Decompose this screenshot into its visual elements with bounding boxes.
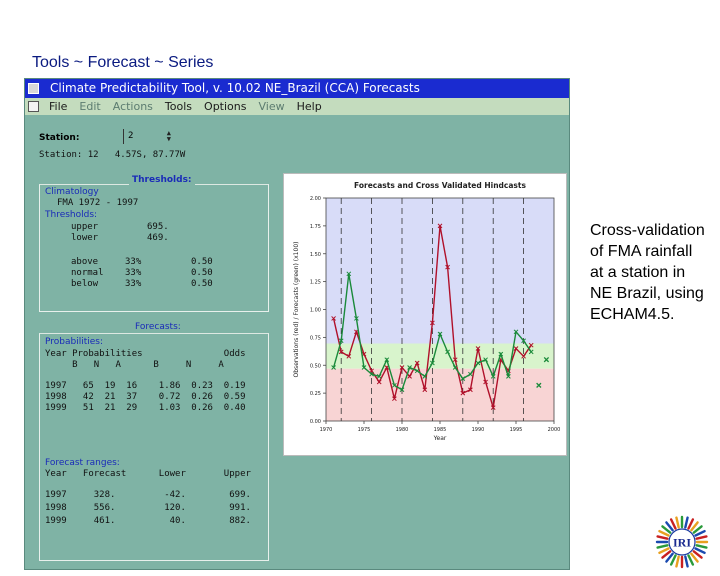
y-tick-label: 0.50: [309, 363, 321, 370]
x-tick-label: 2000: [547, 427, 561, 433]
window-titlebar[interactable]: [25, 79, 569, 98]
thresholds-heading: Thresholds:: [129, 175, 195, 185]
x-axis-label: Year: [433, 435, 447, 442]
threshold-lower-name: lower: [71, 233, 99, 243]
station-spinner-value: 2: [128, 131, 134, 141]
band-below: [326, 369, 554, 421]
logo-ray: [676, 557, 678, 567]
logo-ray: [696, 549, 705, 553]
logo-ray: [659, 549, 668, 553]
logo-ray: [671, 519, 675, 528]
x-tick-label: 1970: [319, 427, 333, 433]
prob-header-2: B N A B N A: [45, 360, 224, 370]
ranges-row-1999: 1999 461. 40. 882.: [45, 516, 251, 526]
y-axis-label: Observations (red) / Forecasts (green) (x100): [293, 241, 300, 378]
x-tick-label: 1990: [471, 427, 485, 433]
x-tick-label: 1995: [509, 427, 523, 433]
prob-header-1: Year Probabilities Odds: [45, 349, 246, 359]
window-title: Climate Predictability Tool, v. 10.02 NE_Brazil (CCA) Forecasts: [50, 81, 420, 95]
logo-ray: [697, 536, 707, 538]
y-tick-label: 2.00: [309, 196, 321, 202]
threshold-upper-name: upper: [71, 222, 99, 232]
menu-help[interactable]: Help: [296, 100, 322, 113]
forecast-ranges-label: Forecast ranges:: [45, 458, 120, 468]
logo-ray: [689, 556, 693, 565]
logo-ray: [696, 531, 705, 535]
menu-options[interactable]: Options: [204, 100, 247, 113]
hindcast-chart: [284, 174, 568, 457]
station-coordinates: Station: 12 4.57S, 87.77W: [39, 150, 186, 160]
clim-prob-below-cat: below: [71, 279, 99, 289]
threshold-upper-value: 695.: [147, 222, 169, 232]
menu-file[interactable]: File: [49, 100, 68, 113]
station-spinner[interactable]: [123, 129, 173, 144]
menu-edit[interactable]: Edit: [79, 100, 101, 113]
logo-ray: [671, 556, 675, 565]
threshold-lower-value: 469.: [147, 233, 169, 243]
y-tick-label: 0.75: [309, 335, 321, 342]
ranges-row-1998: 1998 556. 120. 991.: [45, 503, 251, 513]
x-tick-label: 1980: [395, 427, 409, 433]
prob-row-1999: 1999 51 21 29 1.03 0.26 0.40: [45, 403, 246, 413]
logo-ray: [685, 518, 687, 528]
clim-prob-normal-pct: 33%: [125, 268, 142, 278]
climatology-label: Climatology: [45, 187, 99, 197]
menu-bar: [25, 98, 569, 115]
menu-actions[interactable]: Actions: [112, 100, 153, 113]
logo-ray: [659, 531, 668, 535]
band-above: [326, 198, 554, 344]
menu-system-icon[interactable]: [28, 101, 39, 112]
menu-view[interactable]: View: [258, 100, 285, 113]
prob-row-1997: 1997 65 19 16 1.86 0.23 0.19: [45, 381, 246, 391]
y-tick-label: 1.25: [309, 279, 321, 286]
climatology-value: FMA 1972 - 1997: [57, 198, 139, 208]
y-tick-label: 0.25: [309, 391, 321, 398]
y-tick-label: 1.00: [309, 307, 321, 314]
x-tick-label: 1975: [357, 427, 371, 433]
menu-tools[interactable]: Tools: [164, 100, 193, 113]
logo-ray: [689, 519, 693, 528]
clim-prob-above-pct: 33%: [125, 257, 142, 267]
logo-ray: [697, 545, 707, 547]
prob-row-1998: 1998 42 21 37 0.72 0.26 0.59: [45, 392, 246, 402]
clim-prob-below-pct: 33%: [125, 279, 142, 289]
clim-prob-normal-val: 0.50: [191, 268, 213, 278]
ranges-row-1997: 1997 328. -42. 699.: [45, 490, 251, 500]
thresholds-label: Thresholds:: [45, 210, 98, 220]
logo-ray: [658, 545, 668, 547]
y-tick-label: 1.50: [309, 251, 321, 258]
logo-ray: [685, 557, 687, 567]
spinner-arrows-icon[interactable]: ▲ ▼: [166, 129, 171, 143]
y-tick-label: 0.00: [309, 419, 321, 425]
window-system-menu-icon[interactable]: [28, 83, 39, 94]
logo-ray: [658, 536, 668, 538]
clim-prob-above-val: 0.50: [191, 257, 213, 267]
chart-title: Forecasts and Cross Validated Hindcasts: [354, 181, 526, 190]
hindcast-chart-panel: [283, 173, 567, 456]
ranges-header: Year Forecast Lower Upper: [45, 469, 251, 479]
slide-caption: Cross-validation of FMA rainfall at a station in NE Brazil, using ECHAM4.5.: [590, 222, 705, 323]
x-tick-label: 1985: [433, 427, 447, 433]
logo-text: IRI: [672, 535, 692, 550]
logo-ray: [676, 518, 678, 528]
clim-prob-below-val: 0.50: [191, 279, 213, 289]
iri-logo-icon: [655, 515, 709, 569]
y-tick-label: 1.75: [309, 223, 321, 230]
clim-prob-normal-cat: normal: [71, 268, 104, 278]
clim-prob-above-cat: above: [71, 257, 99, 267]
slide-title: Tools ~ Forecast ~ Series: [32, 54, 214, 71]
probabilities-label: Probabilities:: [45, 337, 104, 347]
forecasts-heading: Forecasts:: [132, 322, 184, 332]
station-label: Station:: [39, 133, 80, 143]
